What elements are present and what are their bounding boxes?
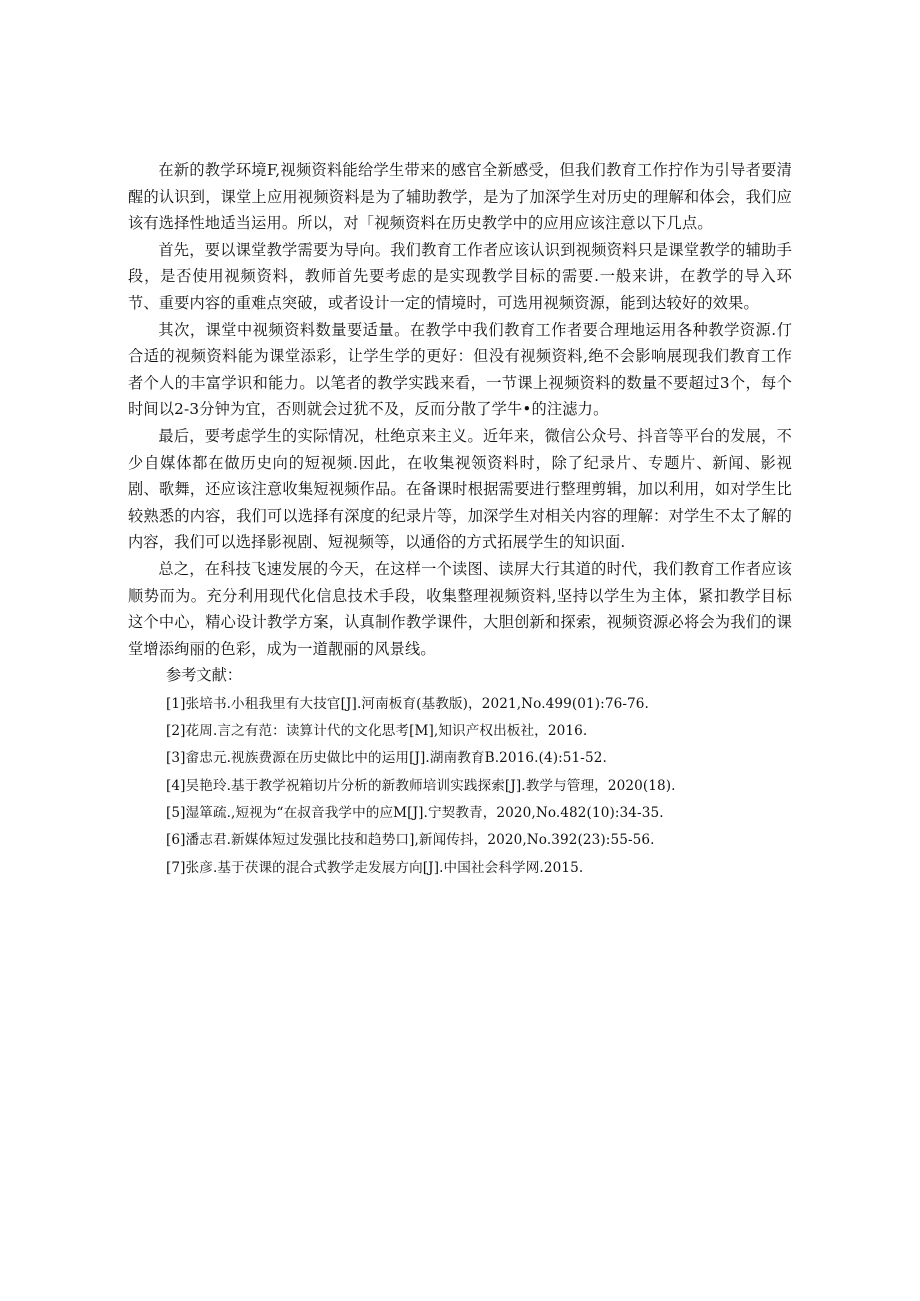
reference-item: [7]张彦.基于茯课的混合式教学走发展方向[J].中国社会科学网.2015. bbox=[166, 859, 584, 876]
body-paragraph: 首先，要以课堂教学需要为导向。我们教育工作者应该认识到视频资料只是课堂教学的辅助手段，是否使用视频资料，教师首先要考虑的是实现教学目标的需要.一般来讲，在教学的导入环节、重要内容的重难点突破，或者设计一定的情境时，可选用视频资源，能到达较好的效果。 bbox=[128, 240, 792, 312]
document-page bbox=[128, 157, 792, 882]
reference-item: [2]花周.言之有范：读算计代的文化思考[M],知识产权出板社，2016. bbox=[166, 723, 588, 740]
reference-item: [4]吴艳玲.基于教学祝箱切片分析的新教师培训实践探索[J].教学与管理，2020(18). bbox=[166, 777, 676, 794]
references-heading: 参考文献： bbox=[166, 666, 242, 685]
body-paragraph: 最后，要考虑学生的实际情况，杜绝京来主义。近年来，微信公众号、抖音等平台的发展，不少自媒体都在做历史向的短视频.因此，在收集视领资料时，除了纪录片、专题片、新闻、影视剧、歌舞，还应该注意收集短视频作品。在备课时根据需要进行整理剪辑，加以利用，如对学生比较熟悉的内容，我们可以选择有深度的纪录片等，加深学生对相关内容的理解：对学生不太了解的内容，我们可以选择影视剧、短视频等，以通俗的方式拓展学生的知识面. bbox=[128, 426, 792, 552]
reference-item: [1]张培书.小租我里有大技官[J].河南板育(基教版)，2021,No.499(01):76-76. bbox=[166, 695, 649, 712]
body-paragraph: 其次，课堂中视频资料数量要适量。在教学中我们教育工作者要合理地运用各种教学资源.仃合适的视频资料能为课堂添彩，让学生学的更好：但没有视频资料,绝不会影响展现我们教育工作者个人的丰富学识和能力。以笔者的教学实践来看，一节课上视频资料的数量不要超过3个，每个时间以2-3分钟为宜，否则就会过犹不及，反而分散了学牛•的注滤力。 bbox=[128, 320, 792, 419]
reference-item: [5]湿箪疏.,短视为“在叔音我学中的应M[J].宁契教青，2020,No.482(10):34-35. bbox=[166, 805, 664, 822]
reference-item: [6]潘志君.新媒体短过发强比技和趋势口],新闻传抖，2020,No.392(23):55-56. bbox=[166, 832, 655, 849]
body-paragraph: 在新的教学环境F,视频资料能给学生带来的感官全新感受，但我们教育工作拧作为引导者要清醒的认识到，课堂上应用视频资料是为了辅助教学，是为了加深学生对历史的理解和体会，我们应该有选择性地适当运用。所以，对「视频资料在历史教学中的应用应该注意以下几点。 bbox=[128, 161, 792, 233]
body-paragraph: 总之，在科技飞速发展的今天，在这样一个读图、读屏大行其道的时代，我们教育工作者应该顺势而为。充分利用现代化信息技术手段，收集整理视频资料,坚持以学生为主体，紧扣教学目标这个中心，精心设计教学方案，认真制作教学课件，大胆创新和探索，视频资源必将会为我们的课堂增添绚丽的色彩，成为一道靓丽的风景线。 bbox=[128, 559, 792, 658]
reference-list bbox=[128, 691, 792, 882]
reference-item: [3]畲忠元.视族费源在历史做比中的运用[J].湖南教育B.2016.(4):51-52. bbox=[166, 750, 607, 767]
